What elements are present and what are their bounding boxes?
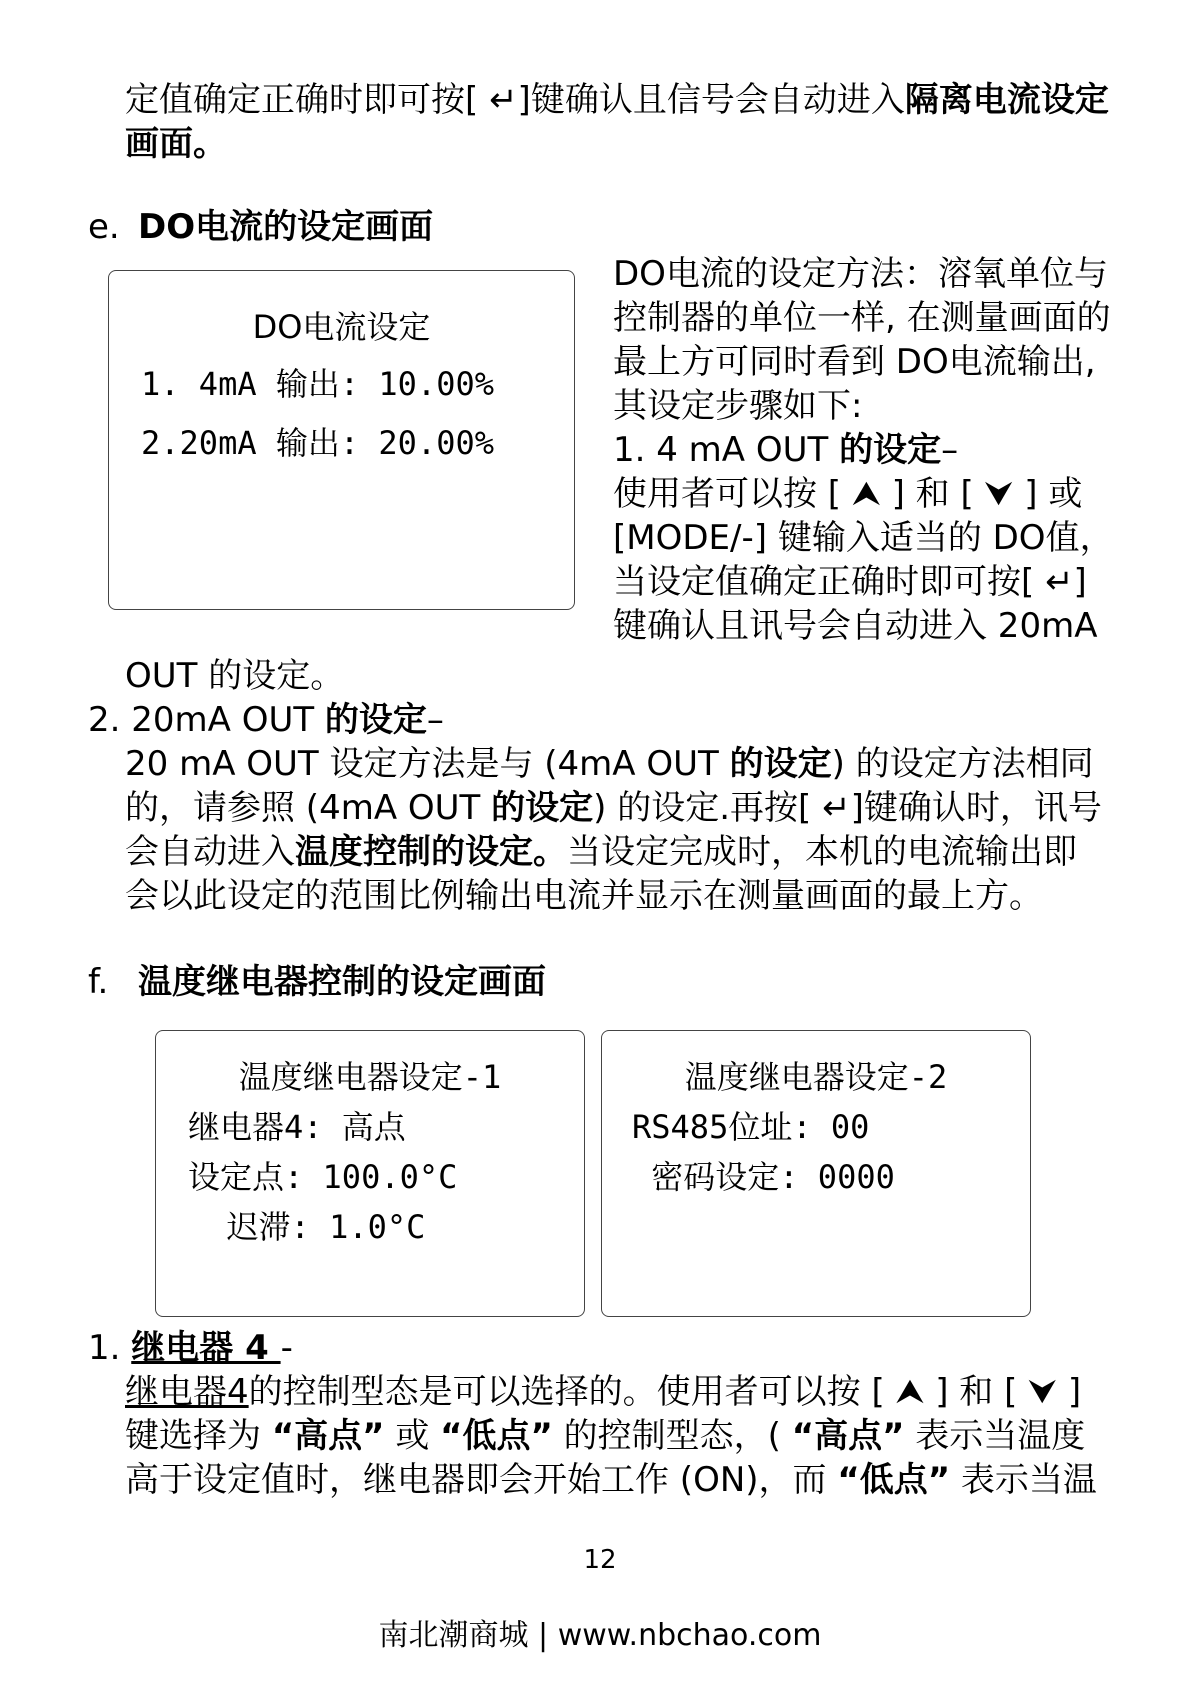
e-desc-line-2: 控制器的单位一样, 在测量画面的 (613, 298, 1111, 338)
item1-line-1: 继电器4的控制型态是可以选择的。使用者可以按 [ ⮝ ] 和 [ ⮟ ] (125, 1372, 1082, 1412)
step1-heading: 1. 4 mA OUT 的设定– (613, 430, 959, 470)
relay-lcd-2-row-address: RS485位址: 00 (632, 1108, 870, 1146)
e-desc-line-3: 最上方可同时看到 DO电流输出, (613, 342, 1096, 382)
step1-tail: OUT 的设定。 (125, 656, 345, 696)
section-f-marker: f. (88, 962, 109, 1002)
item1-line-3: 高于设定值时，继电器即会开始工作 (ON)，而 “低点” 表示当温 (125, 1460, 1097, 1500)
do-current-lcd-screen (108, 270, 575, 610)
relay-lcd-1-row-setpoint: 设定点: 100.0°C (188, 1158, 458, 1196)
footer-source: 南北潮商城 | www.nbchao.com (378, 1618, 822, 1653)
step2-line-1: 20 mA OUT 设定方法是与 (4mA OUT 的设定) 的设定方法相同 (125, 744, 1094, 784)
step2-line-3: 会自动进入温度控制的设定。当设定完成时，本机的电流输出即 (125, 832, 1077, 872)
step1-line-3: 当设定值确定正确时即可按[ ↵] (613, 562, 1087, 602)
intro-line-2: 画面。 (125, 124, 227, 164)
relay-lcd-1-row-hysteresis: 迟滞: 1.0°C (188, 1208, 426, 1246)
section-e-heading: DO电流的设定画面 (138, 207, 434, 247)
lcd-row-20ma: 2.20mA 输出: 20.00% (141, 424, 494, 462)
step2-line-4: 会以此设定的范围比例输出电流并显示在测量画面的最上方。 (125, 876, 1043, 916)
relay-lcd-1-row-relay: 继电器4: 高点 (188, 1108, 406, 1146)
relay-lcd-2-row-password: 密码设定: 0000 (632, 1158, 895, 1196)
step1-line-1: 使用者可以按 [ ⮝ ] 和 [ ⮟ ] 或 (613, 474, 1083, 514)
e-desc-line-1: DO电流的设定方法：溶氧单位与 (613, 254, 1108, 294)
step1-line-4: 键确认且讯号会自动进入 20mA (613, 606, 1098, 646)
item1-line-2: 键选择为 “高点” 或 “低点” 的控制型态，( “高点” 表示当温度 (125, 1416, 1086, 1456)
relay-lcd-screen-1 (155, 1030, 585, 1317)
step2-heading: 2. 20mA OUT 的设定– (88, 700, 444, 740)
item1-heading: 1. 继电器 4 - (88, 1328, 293, 1368)
relay-lcd-screen-2 (601, 1030, 1031, 1317)
relay-lcd-2-title: 温度继电器设定-2 (684, 1058, 948, 1096)
page-number: 12 (583, 1545, 617, 1575)
section-e-marker: e. (88, 207, 120, 247)
e-desc-line-4: 其设定步骤如下: (613, 386, 863, 426)
lcd-row-4ma: 1. 4mA 输出: 10.00% (141, 365, 494, 403)
step2-line-2: 的，请参照 (4mA OUT 的设定) 的设定.再按[ ↵]键确认时，讯号 (125, 788, 1102, 828)
relay-lcd-1-title: 温度继电器设定-1 (238, 1058, 502, 1096)
lcd-title: DO电流设定 (252, 308, 431, 346)
section-f-heading: 温度继电器控制的设定画面 (138, 962, 546, 1002)
intro-line-1: 定值确定正确时即可按[ ↵]键确认且信号会自动进入隔离电流设定 (125, 80, 1109, 120)
step1-line-2: [MODE/-] 键输入适当的 DO值， (613, 518, 1114, 558)
